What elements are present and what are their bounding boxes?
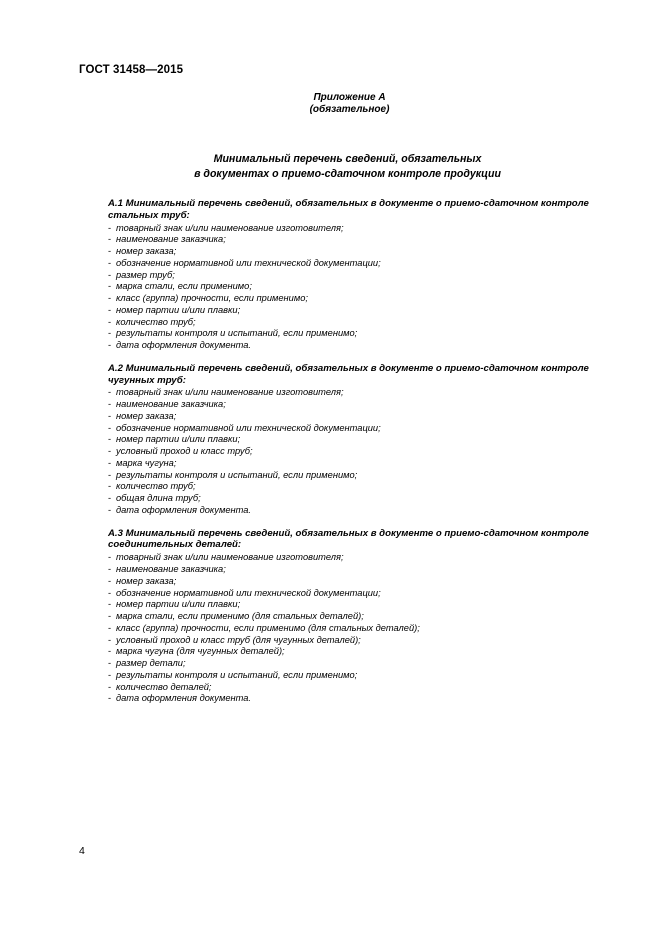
list-item: - обозначение нормативной или технической документации; [108, 587, 381, 598]
sections-container [108, 198, 613, 716]
annex-title-line-2: в документах о приемо-сдаточном контроле продукции [194, 168, 501, 180]
section-item-list [108, 223, 613, 352]
list-item: - номер партии и/или плавки; [108, 434, 241, 445]
section-heading [108, 528, 613, 552]
section-a1 [108, 198, 613, 352]
list-item: - результаты контроля и испытаний, если применимо; [108, 669, 358, 680]
list-item: - товарный знак и/или наименование изготовителя; [108, 222, 344, 233]
list-item: - товарный знак и/или наименование изготовителя; [108, 387, 344, 398]
section-item-list [108, 552, 613, 705]
list-item: - номер заказа; [108, 410, 177, 421]
annex-label: Приложение А [313, 92, 386, 103]
section-heading-line-2: стальных труб: [108, 209, 190, 221]
annex-status: (обязательное) [309, 104, 390, 115]
list-item: - наименование заказчика; [108, 564, 226, 575]
list-item: - класс (группа) прочности, если применимо; [108, 293, 308, 304]
list-item: - дата оформления документа. [108, 693, 252, 704]
list-item: - наименование заказчика; [108, 399, 226, 410]
section-heading-line-1: А.2 Минимальный перечень сведений, обязательных в документе о приемо-сдаточном контроле [108, 362, 589, 374]
list-item: - товарный знак и/или наименование изготовителя; [108, 552, 344, 563]
list-item: - количество деталей; [108, 681, 212, 692]
list-item: - размер детали; [108, 658, 186, 669]
list-item: - класс (группа) прочности, если применимо (для стальных деталей); [108, 622, 420, 633]
annex-title-line-1: Минимальный перечень сведений, обязательных [213, 153, 482, 165]
section-a2 [108, 363, 613, 517]
list-item: - общая длина труб; [108, 493, 201, 504]
section-item-list [108, 387, 613, 516]
list-item: - количество труб; [108, 481, 196, 492]
list-item: - марка чугуна; [108, 457, 177, 468]
list-item: - номер заказа; [108, 575, 177, 586]
list-item: - дата оформления документа. [108, 504, 252, 515]
section-heading-line-2: соединительных деталей: [108, 539, 242, 551]
list-item: - номер заказа; [108, 246, 177, 257]
list-item: - результаты контроля и испытаний, если применимо; [108, 328, 358, 339]
section-heading-line-1: А.1 Минимальный перечень сведений, обязательных в документе о приемо-сдаточном контроле [108, 198, 589, 209]
section-heading [108, 198, 613, 222]
section-heading [108, 363, 613, 387]
page-number: 4 [79, 845, 85, 857]
list-item: - номер партии и/или плавки; [108, 304, 241, 315]
list-item: - марка чугуна (для чугунных деталей); [108, 646, 285, 657]
document-code: ГОСТ 31458—2015 [79, 64, 184, 76]
list-item: - условный проход и класс труб; [108, 446, 253, 457]
list-item: - марка стали, если применимо; [108, 281, 252, 292]
list-item: - обозначение нормативной или технической документации; [108, 257, 381, 268]
list-item: - дата оформления документа. [108, 340, 252, 351]
section-heading-line-2: чугунных труб: [108, 374, 186, 386]
list-item: - условный проход и класс труб (для чугунных деталей); [108, 634, 361, 645]
section-a3 [108, 528, 613, 705]
list-item: - результаты контроля и испытаний, если применимо; [108, 469, 358, 480]
annex-label-block [0, 92, 661, 116]
list-item: - размер труб; [108, 269, 175, 280]
list-item: - количество труб; [108, 316, 196, 327]
list-item: - обозначение нормативной или технической документации; [108, 422, 381, 433]
annex-title [0, 152, 661, 182]
list-item: - наименование заказчика; [108, 234, 226, 245]
list-item: - номер партии и/или плавки; [108, 599, 241, 610]
list-item: - марка стали, если применимо (для стальных деталей); [108, 611, 364, 622]
section-heading-line-1: А.3 Минимальный перечень сведений, обязательных в документе о приемо-сдаточном контроле [108, 527, 589, 539]
